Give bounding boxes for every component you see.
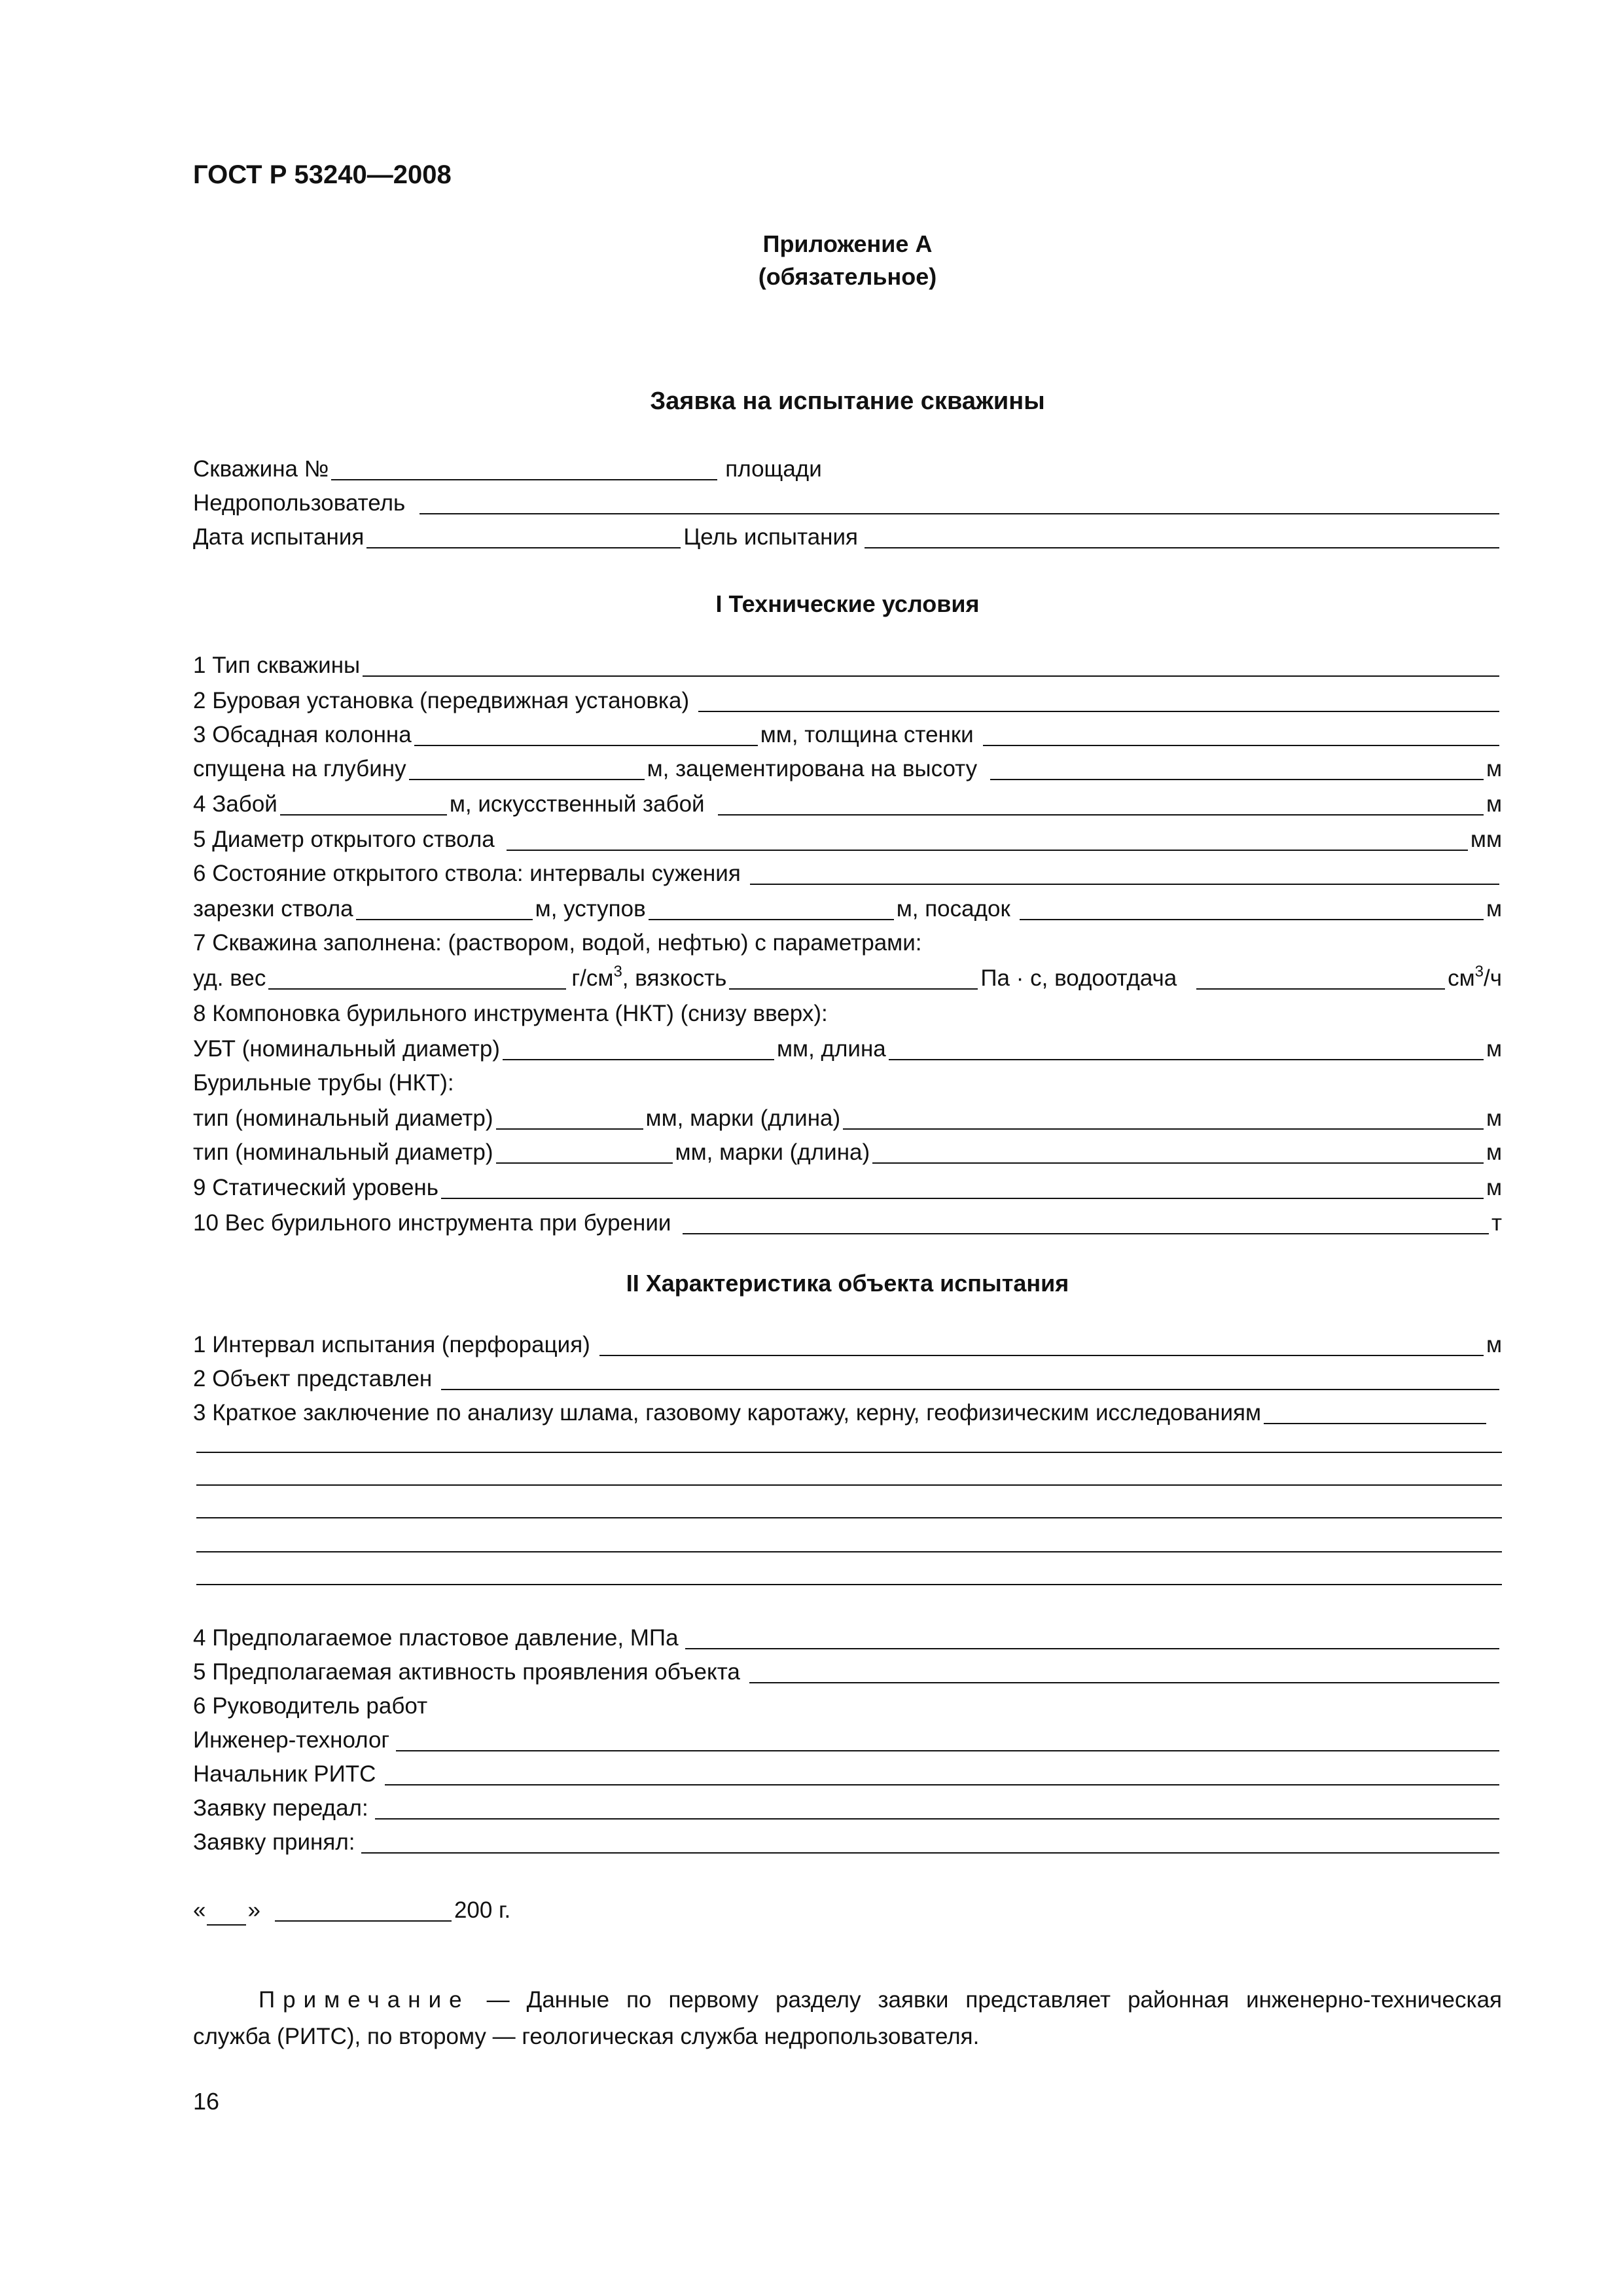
cemented-height-label: м, зацементирована на высоту — [647, 756, 978, 781]
unit-m: м — [1486, 896, 1502, 922]
s2-row-7 — [193, 1725, 1502, 1755]
casing-field[interactable] — [414, 745, 758, 746]
s1-row-12 — [193, 1034, 1502, 1064]
unit-m: м — [1486, 756, 1502, 781]
quote-close: » — [247, 1897, 260, 1923]
s1-row-3 — [193, 720, 1502, 750]
string-weight-label: 10 Вес бурильного инструмента при бурении — [193, 1210, 671, 1236]
month-field[interactable] — [275, 1920, 452, 1922]
section2-title: II Характеристика объекта испытания — [626, 1270, 1069, 1297]
quote-open: « — [193, 1897, 206, 1923]
specific-weight-field[interactable] — [268, 988, 566, 990]
pipe-grade-2-label: мм, марки (длина) — [675, 1139, 870, 1165]
bottomhole-field[interactable] — [280, 814, 447, 816]
note-line-2: служба (РИТС), по второму — геологическая служба недропользователя. — [193, 2024, 980, 2049]
drill-pipes-label: Бурильные трубы (НКТ): — [193, 1070, 454, 1096]
unit-g-cm3: $г/см^3$ — [571, 963, 622, 991]
brief-conclusion-label: 3 Краткое заключение по анализу шлама, газовому каротажу, керну, геофизическим исследованиям — [193, 1400, 1262, 1426]
submitted-by-label: Заявку передал: — [193, 1795, 368, 1821]
area-label: площади — [725, 456, 822, 482]
viscosity-field[interactable] — [729, 988, 978, 990]
s1-row-8 — [193, 894, 1502, 924]
s2-row-9 — [193, 1793, 1502, 1823]
section1-title: I Технические условия — [715, 590, 980, 617]
test-goal-field[interactable] — [865, 547, 1499, 548]
note — [193, 1982, 1502, 2055]
bha-label: 8 Компоновка бурильного инструмента (НКТ) (снизу вверх): — [193, 1001, 828, 1026]
s2-row-6 — [193, 1691, 1502, 1721]
ledges-label: м, уступов — [535, 896, 646, 922]
conclusion-line-5[interactable] — [196, 1584, 1502, 1585]
ledges-field[interactable] — [649, 919, 894, 920]
water-loss-label: Па · с, водоотдача — [980, 965, 1177, 991]
subsoil-user-label: Недропользователь — [193, 490, 406, 516]
well-filled-label: 7 Скважина заполнена: (раствором, водой, нефтью) с параметрами: — [193, 930, 922, 956]
run-depth-field[interactable] — [409, 779, 645, 780]
submitted-by-field[interactable] — [375, 1818, 1499, 1820]
appendix-status: (обязательное) — [758, 263, 937, 290]
conclusion-line-4[interactable] — [196, 1551, 1502, 1552]
unit-t: т — [1491, 1210, 1502, 1236]
static-level-label: 9 Статический уровень — [193, 1175, 438, 1200]
unit-mm: мм — [1470, 827, 1502, 852]
test-interval-label: 1 Интервал испытания (перфорация) — [193, 1332, 590, 1357]
cemented-height-field[interactable] — [990, 779, 1484, 780]
s1-row-13 — [193, 1068, 1502, 1098]
note-line-1 — [193, 1982, 1502, 2018]
unit-m: м — [1486, 1139, 1502, 1165]
conclusion-line-2[interactable] — [196, 1484, 1502, 1486]
s1-row-10 — [193, 963, 1502, 994]
s1-row-2 — [193, 686, 1502, 716]
s2-row-10 — [193, 1827, 1502, 1857]
accepted-by-label: Заявку принял: — [193, 1829, 355, 1855]
specific-weight-label: уд. вес — [193, 965, 266, 991]
s1-row-6 — [193, 825, 1502, 855]
dc-diameter-field[interactable] — [503, 1059, 774, 1060]
drilling-rig-label: 2 Буровая установка (передвижная установка) — [193, 688, 690, 713]
s2-row-8 — [193, 1759, 1502, 1789]
well-number-label: Скважина № — [193, 456, 329, 482]
well-number-row — [193, 454, 1502, 484]
artificial-bottom-label: м, искусственный забой — [449, 791, 705, 817]
rits-head-label: Начальник РИТС — [193, 1761, 376, 1787]
s1-row-7 — [193, 859, 1502, 889]
reservoir-pressure-label: 4 Предполагаемое пластовое давление, МПа — [193, 1625, 679, 1651]
s1-row-17 — [193, 1208, 1502, 1238]
unit-m: м — [1486, 1036, 1502, 1062]
pipe-grade-1-field[interactable] — [843, 1128, 1484, 1130]
viscosity-label: , вязкость — [622, 965, 727, 991]
s2-row-3 — [193, 1398, 1502, 1428]
well-type-field[interactable] — [363, 675, 1499, 677]
s1-row-4 — [193, 754, 1502, 784]
s1-row-14 — [193, 1103, 1502, 1134]
unit-m: м — [1486, 1332, 1502, 1357]
standard-header: ГОСТ Р 53240—2008 — [193, 160, 452, 189]
pipe-grade-2-field[interactable] — [872, 1162, 1484, 1164]
s1-row-5 — [193, 789, 1502, 819]
well-number-field[interactable] — [331, 479, 717, 480]
s1-row-9 — [193, 928, 1502, 958]
pipe-type-2-field[interactable] — [496, 1162, 673, 1164]
test-date-field[interactable] — [366, 547, 681, 548]
work-manager-label: 6 Руководитель работ — [193, 1693, 428, 1719]
brief-conclusion-field[interactable] — [1264, 1423, 1486, 1424]
object-presented-field[interactable] — [441, 1389, 1499, 1390]
test-goal-label: Цель испытания — [683, 524, 858, 550]
conclusion-line-3[interactable] — [196, 1517, 1502, 1518]
s2-row-4 — [193, 1623, 1502, 1653]
pipe-type-1-field[interactable] — [496, 1128, 643, 1130]
sidetrack-label: зарезки ствола — [193, 896, 353, 922]
tight-spots-label: м, посадок — [896, 896, 1010, 922]
unit-m: м — [1486, 1175, 1502, 1200]
object-presented-label: 2 Объект представлен — [193, 1366, 433, 1391]
sidetrack-field[interactable] — [356, 919, 533, 920]
well-type-label: 1 Тип скважины — [193, 653, 361, 678]
test-interval-field[interactable] — [599, 1355, 1484, 1356]
page-number: 16 — [193, 2088, 220, 2115]
open-hole-condition-label: 6 Состояние открытого ствола: интервалы сужения — [193, 861, 741, 886]
dc-diameter-label: УБТ (номинальный диаметр) — [193, 1036, 500, 1062]
activity-label: 5 Предполагаемая активность проявления объекта — [193, 1659, 740, 1685]
activity-field[interactable] — [749, 1682, 1499, 1683]
unit-m: м — [1486, 791, 1502, 817]
s1-row-11 — [193, 999, 1502, 1029]
rits-head-field[interactable] — [385, 1784, 1499, 1785]
s2-row-5 — [193, 1657, 1502, 1687]
appendix-title: Приложение А — [762, 230, 933, 257]
wall-thickness-field[interactable] — [983, 745, 1499, 746]
artificial-bottom-field[interactable] — [718, 814, 1484, 816]
water-loss-field[interactable] — [1196, 988, 1445, 990]
process-engineer-label: Инженер-технолог — [193, 1727, 390, 1753]
unit-cm3-h: $см^3/ч$ — [1448, 963, 1502, 991]
open-hole-diameter-label: 5 Диаметр открытого ствола — [193, 827, 495, 852]
drilling-rig-field[interactable] — [698, 711, 1499, 712]
string-weight-field[interactable] — [683, 1233, 1489, 1234]
open-hole-condition-field[interactable] — [750, 884, 1499, 885]
s1-row-16 — [193, 1173, 1502, 1203]
s1-row-15 — [193, 1138, 1502, 1168]
run-depth-label: спущена на глубину — [193, 756, 406, 781]
wall-thickness-label: мм, толщина стенки — [760, 722, 974, 747]
unit-m: м — [1486, 1105, 1502, 1131]
subsoil-user-row — [193, 488, 1502, 518]
process-engineer-field[interactable] — [396, 1750, 1499, 1751]
s1-row-1 — [193, 651, 1502, 681]
dc-length-field[interactable] — [889, 1059, 1484, 1060]
reservoir-pressure-field[interactable] — [685, 1648, 1499, 1649]
note-text-1: — Данные по первому разделу заявки представляет районная инженерно-техническая — [469, 1987, 1502, 2013]
note-label: Примечание — [259, 1987, 470, 2013]
day-field[interactable] — [207, 1924, 246, 1926]
test-date-label: Дата испытания — [193, 524, 365, 550]
bottomhole-label: 4 Забой — [193, 791, 277, 817]
s2-row-2 — [193, 1364, 1502, 1394]
conclusion-line-1[interactable] — [196, 1452, 1502, 1453]
pipe-type-1-label: тип (номинальный диаметр) — [193, 1105, 493, 1131]
pipe-type-2-label: тип (номинальный диаметр) — [193, 1139, 493, 1165]
subsoil-user-field[interactable] — [419, 513, 1499, 514]
casing-label: 3 Обсадная колонна — [193, 722, 412, 747]
pipe-grade-1-label: мм, марки (длина) — [645, 1105, 841, 1131]
test-date-row — [193, 522, 1502, 552]
form-title: Заявка на испытание скважины — [650, 387, 1045, 415]
accepted-by-field[interactable] — [361, 1852, 1499, 1854]
s2-row-1 — [193, 1330, 1502, 1360]
static-level-field[interactable] — [441, 1198, 1484, 1199]
dc-length-label: мм, длина — [776, 1036, 886, 1062]
tight-spots-field[interactable] — [1020, 919, 1484, 920]
date-row — [193, 1895, 1502, 1926]
open-hole-diameter-field[interactable] — [507, 850, 1468, 851]
year-label: 200 г. — [454, 1897, 511, 1923]
